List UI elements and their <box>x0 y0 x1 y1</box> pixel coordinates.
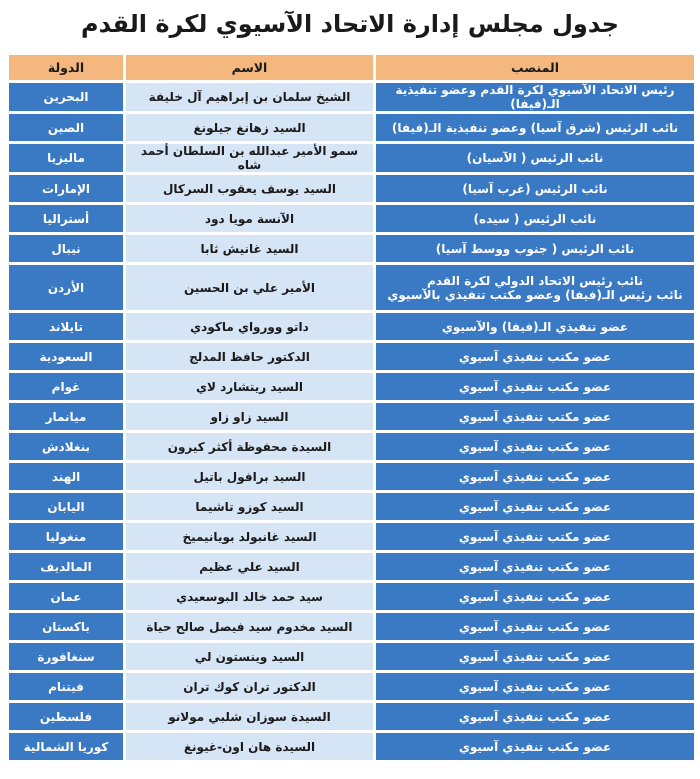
table-row <box>9 643 694 670</box>
position-text: رئيس الاتحاد الآسيوي لكرة القدم وعضو تنفيذية الـ(فيفا) <box>395 83 675 111</box>
header-country: الدولة <box>9 55 123 80</box>
position-text: نائب الرئيس ( سيده) <box>473 211 597 226</box>
cell-position <box>376 83 694 111</box>
cell-name: سمو الأمير عبدالله بن السلطان أحمد شاه <box>126 144 373 172</box>
cell-name: الدكتور تران كوك تران <box>126 673 373 700</box>
table-row <box>9 433 694 460</box>
position-text: عضو تنفيذي الـ(فيفا) والآسيوي <box>441 319 629 334</box>
cell-country: سنغافورة <box>9 643 123 670</box>
cell-name: السيد مخدوم سيد فيصل صالح حياة <box>126 613 373 640</box>
cell-name: الشيخ سلمان بن إبراهيم آل خليفة <box>126 83 373 111</box>
position-text: عضو مكتب تنفيذي آسيوي <box>458 589 612 604</box>
cell-position <box>376 235 694 262</box>
header-position: المنصب <box>376 55 694 80</box>
cell-name: السيد غانبولد بويانيميخ <box>126 523 373 550</box>
cell-name: السيد وينستون لي <box>126 643 373 670</box>
cell-country: منغوليا <box>9 523 123 550</box>
cell-position <box>376 373 694 400</box>
table-body <box>9 83 694 760</box>
position-text: عضو مكتب تنفيذي آسيوي <box>458 529 612 544</box>
cell-position <box>376 433 694 460</box>
position-text: نائب الرئيس (شرق آسيا) وعضو تنفيذية الـ(فيفا) <box>391 120 679 135</box>
cell-name: الدكتور حافظ المدلج <box>126 343 373 370</box>
cell-position <box>376 613 694 640</box>
table-row <box>9 493 694 520</box>
cell-country: غوام <box>9 373 123 400</box>
cell-position <box>376 553 694 580</box>
page-title: جدول مجلس إدارة الاتحاد الآسيوي لكرة القدم <box>81 10 619 38</box>
cell-country: البحرين <box>9 83 123 111</box>
cell-country: أستراليا <box>9 205 123 232</box>
cell-name: السيد غانيش ثابا <box>126 235 373 262</box>
cell-country: نيبال <box>9 235 123 262</box>
position-text: عضو مكتب تنفيذي آسيوي <box>458 739 612 754</box>
cell-country: بنغلادش <box>9 433 123 460</box>
cell-name: السيد ريتشارد لاي <box>126 373 373 400</box>
cell-name: السيد زاو زاو <box>126 403 373 430</box>
cell-name: السيد كوزو تاشيما <box>126 493 373 520</box>
cell-name: الآنسة مويا دود <box>126 205 373 232</box>
position-text: نائب الرئيس ( جنوب ووسط آسيا) <box>435 241 635 256</box>
cell-position <box>376 673 694 700</box>
cell-position <box>376 403 694 430</box>
cell-country: الإمارات <box>9 175 123 202</box>
table-row <box>9 343 694 370</box>
table-row <box>9 733 694 760</box>
cell-name: الأمير علي بن الحسين <box>126 265 373 310</box>
cell-position <box>376 643 694 670</box>
cell-country: عمان <box>9 583 123 610</box>
cell-position <box>376 265 694 310</box>
position-text: عضو مكتب تنفيذي آسيوي <box>458 649 612 664</box>
table-row <box>9 205 694 232</box>
position-text: عضو مكتب تنفيذي آسيوي <box>458 349 612 364</box>
cell-country: الأردن <box>9 265 123 310</box>
position-text: عضو مكتب تنفيذي آسيوي <box>458 499 612 514</box>
cell-country: فلسطين <box>9 703 123 730</box>
cell-country: المالديف <box>9 553 123 580</box>
position-text: عضو مكتب تنفيذي آسيوي <box>458 679 612 694</box>
cell-position <box>376 313 694 340</box>
table-row <box>9 144 694 172</box>
table-row <box>9 83 694 111</box>
header-row <box>9 55 694 80</box>
cell-country: ميانمار <box>9 403 123 430</box>
cell-name: السيد يوسف يعقوب السركال <box>126 175 373 202</box>
table-row <box>9 175 694 202</box>
cell-name: السيد برافول باتيل <box>126 463 373 490</box>
cell-position <box>376 175 694 202</box>
table-row <box>9 313 694 340</box>
cell-country: اليابان <box>9 493 123 520</box>
cell-position <box>376 343 694 370</box>
cell-position <box>376 523 694 550</box>
table-row <box>9 523 694 550</box>
cell-country: تايلاند <box>9 313 123 340</box>
table-row <box>9 114 694 141</box>
position-text: عضو مكتب تنفيذي آسيوي <box>458 559 612 574</box>
cell-position <box>376 703 694 730</box>
cell-name: سيد حمد خالد البوسعيدي <box>126 583 373 610</box>
position-text: عضو مكتب تنفيذي آسيوي <box>458 469 612 484</box>
table-row <box>9 463 694 490</box>
cell-country: باكستان <box>9 613 123 640</box>
table-row <box>9 553 694 580</box>
cell-name: السيد علي عظيم <box>126 553 373 580</box>
table-row <box>9 265 694 310</box>
position-text: عضو مكتب تنفيذي آسيوي <box>458 379 612 394</box>
cell-position <box>376 205 694 232</box>
position-text: عضو مكتب تنفيذي آسيوي <box>458 439 612 454</box>
cell-name: السيدة محفوظة أكثر كيرون <box>126 433 373 460</box>
table-row <box>9 403 694 430</box>
position-text: عضو مكتب تنفيذي آسيوي <box>458 709 612 724</box>
cell-country: السعودية <box>9 343 123 370</box>
cell-position <box>376 583 694 610</box>
table-row <box>9 373 694 400</box>
cell-position <box>376 114 694 141</box>
cell-name: السيد زهانغ جيلونغ <box>126 114 373 141</box>
cell-position <box>376 463 694 490</box>
cell-name: داتو وورواي ماكودي <box>126 313 373 340</box>
cell-country: كوريا الشمالية <box>9 733 123 760</box>
cell-country: الصين <box>9 114 123 141</box>
table-row <box>9 673 694 700</box>
cell-position <box>376 493 694 520</box>
table-row <box>9 583 694 610</box>
cell-position <box>376 144 694 172</box>
cell-country: الهند <box>9 463 123 490</box>
position-text: نائب الرئيس (غرب آسيا) <box>462 181 608 196</box>
position-text: عضو مكتب تنفيذي آسيوي <box>458 409 612 424</box>
board-table <box>6 52 697 763</box>
table-row <box>9 703 694 730</box>
cell-country: ماليزيا <box>9 144 123 172</box>
position-text-line2: نائب رئيس الـ(فيفا) وعضو مكتب تنفيذي بالآسيوي <box>387 287 683 302</box>
cell-name: السيدة هان اون-غيونغ <box>126 733 373 760</box>
position-text: نائب الرئيس ( الآسيان) <box>466 151 604 165</box>
cell-position <box>376 733 694 760</box>
header-name: الاسم <box>126 55 373 80</box>
position-text: نائب رئيس الاتحاد الدولي لكرة القدم <box>427 273 643 288</box>
table-row <box>9 613 694 640</box>
position-text: عضو مكتب تنفيذي آسيوي <box>458 619 612 634</box>
cell-country: فيتنام <box>9 673 123 700</box>
cell-name: السيدة سوزان شلبي مولانو <box>126 703 373 730</box>
table-row <box>9 235 694 262</box>
